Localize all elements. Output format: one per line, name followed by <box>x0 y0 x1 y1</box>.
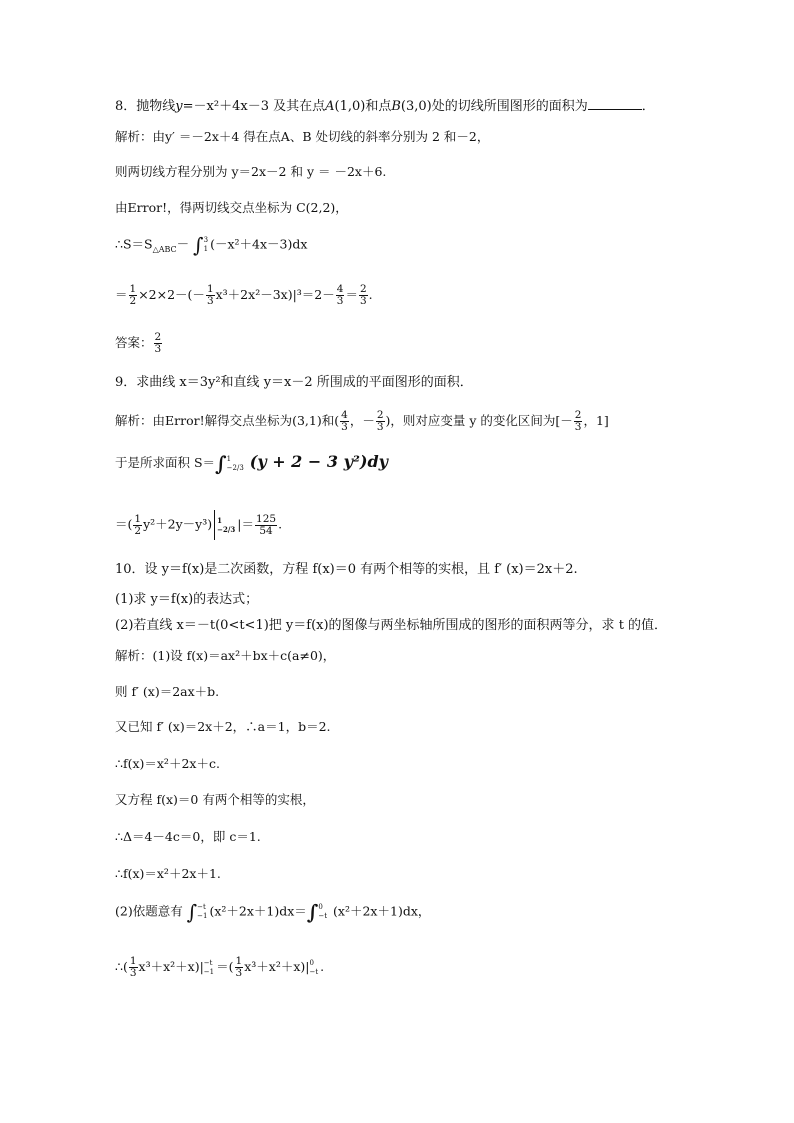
text: ×2×2－(－ <box>138 287 205 302</box>
p8-solution-line-1: 解析：由y′ ＝－2x＋4 得在点A、B 处切线的斜率分别为 2 和－2， <box>115 129 490 144</box>
numerator: 2 <box>154 331 162 343</box>
text: ＝( <box>216 959 234 974</box>
fraction <box>359 284 368 307</box>
fraction <box>255 514 277 537</box>
upper-limit: 0 <box>318 903 323 911</box>
evaluation-limits <box>309 959 318 977</box>
text: . <box>278 516 283 532</box>
denominator: 54 <box>259 524 273 537</box>
answer-blank <box>588 97 642 110</box>
text: ∴S＝S <box>115 236 153 252</box>
evaluation-limits <box>204 959 214 977</box>
text: x³＋x²＋x)| <box>244 959 310 974</box>
text: (－x²＋4x－3)dx <box>210 236 308 252</box>
p10-solution-8 <box>115 900 431 924</box>
p9-solution-line-2 <box>115 451 388 476</box>
denominator: 3 <box>359 295 367 307</box>
fraction <box>574 410 583 433</box>
fraction <box>206 284 215 307</box>
q-text: (1,0)和点 <box>334 99 392 114</box>
text: ＝ <box>345 287 358 302</box>
numerator: 1 <box>206 283 214 295</box>
integrand: (y + 2 − 3 y²)dy <box>249 452 388 471</box>
text: . <box>320 959 325 974</box>
numerator: 2 <box>376 409 384 421</box>
text: 解析：由Error!解得交点坐标为(3,1)和( <box>115 413 340 428</box>
p10-solution-6: ∴Δ＝4－4c＝0，即 c＝1. <box>115 829 261 844</box>
p8-solution-line-3: 由Error!，得两切线交点坐标为 C(2,2)， <box>115 200 348 215</box>
integral-limits <box>318 903 327 921</box>
p10-solution-9 <box>115 956 324 979</box>
fraction <box>376 410 385 433</box>
text: (2)依题意有 <box>115 903 183 919</box>
integral-sign: ∫ <box>193 233 204 257</box>
integral-sign: ∫ <box>306 900 319 924</box>
denominator: 3 <box>154 343 162 355</box>
p9-solution-line-1 <box>115 410 609 433</box>
text: ，1] <box>583 413 609 428</box>
numerator: 4 <box>336 283 344 295</box>
p8-answer <box>115 332 163 355</box>
denominator: 2 <box>129 295 137 307</box>
lower-limit: −2/3 <box>226 463 244 472</box>
p10-solution-4: ∴f(x)＝x²＋2x＋c. <box>115 756 220 771</box>
p10-solution-2: 则 f′ (x)＝2ax＋b. <box>115 684 220 699</box>
integral-limits <box>197 903 207 921</box>
upper-limit: 0 <box>309 958 314 967</box>
q-text: B <box>391 99 401 114</box>
p10-solution-1: 解析：(1)设 f(x)＝ax²＋bx＋c(a≠0)， <box>115 648 336 663</box>
denominator: 3 <box>206 295 214 307</box>
text: ＝ <box>115 287 128 302</box>
q-text: ． <box>641 99 655 114</box>
text: － <box>176 236 190 252</box>
fraction <box>129 956 138 979</box>
problem-10-question-3: (2)若直线 x＝－t(0<t<1)把 y＝f(x)的图像与两坐标轴所围成的图形的面积两等分，求 t 的值． <box>115 618 668 633</box>
integral-sign: ∫ <box>215 451 227 476</box>
fraction <box>336 284 345 307</box>
p9-solution-line-3 <box>115 510 282 540</box>
integral-sign: ∫ <box>186 900 198 924</box>
p8-solution-line-4 <box>115 233 308 258</box>
evaluation-limits <box>217 516 235 534</box>
numerator: 2 <box>359 283 367 295</box>
evaluation-bar <box>214 510 215 540</box>
text: (x²＋2x＋1)dx， <box>333 903 431 919</box>
problem-9-question: 9．求曲线 x＝3y²和直线 y＝x－2 所围成的平面图形的面积． <box>115 375 473 390</box>
lower-limit: −1 <box>197 912 208 920</box>
q-number: 8． <box>115 99 137 114</box>
denominator: 3 <box>341 421 348 433</box>
lower-limit: −1 <box>203 967 215 976</box>
fraction <box>154 332 163 355</box>
lower-limit: −2/3 <box>217 525 236 534</box>
integral-limits <box>204 236 208 254</box>
p10-solution-5: 又方程 f(x)＝0 有两个相等的实根， <box>115 792 315 807</box>
q-text: =－x²＋4x－3 及其在点 <box>182 99 326 114</box>
denominator: 3 <box>574 421 582 433</box>
problem-10-question-2: (1)求 y＝f(x)的表达式； <box>115 592 259 607</box>
answer-label: 答案： <box>115 335 153 350</box>
integral-limits <box>227 455 244 473</box>
denominator: 3 <box>336 295 344 307</box>
text: ∴( <box>115 959 128 974</box>
q-text: y <box>175 99 183 114</box>
text: ，－ <box>349 413 375 428</box>
upper-limit: 1 <box>217 516 222 525</box>
numerator: 1 <box>235 955 243 967</box>
q-text: 抛物线 <box>136 99 176 114</box>
text: x³＋x²＋x)| <box>138 959 204 974</box>
numerator: 2 <box>574 409 582 421</box>
numerator: 1 <box>129 955 137 967</box>
denominator: 3 <box>376 421 384 433</box>
numerator: 1 <box>129 283 137 295</box>
upper-limit: 3 <box>203 236 209 244</box>
problem-8-question <box>115 97 655 115</box>
fraction <box>133 514 142 537</box>
lower-limit: −t <box>309 967 319 976</box>
p8-solution-line-2: 则两切线方程分别为 y＝2x－2 和 y ＝ －2x＋6. <box>115 164 387 179</box>
numerator: 125 <box>256 512 277 525</box>
p10-solution-7: ∴f(x)＝x²＋2x＋1. <box>115 866 221 881</box>
text: (x²＋2x＋1)dx＝ <box>209 903 307 919</box>
upper-limit: −t <box>203 958 213 967</box>
upper-limit: 1 <box>226 454 232 463</box>
text: |＝ <box>237 516 255 532</box>
fraction <box>235 956 244 979</box>
fraction <box>129 284 138 307</box>
q-text: A <box>325 99 335 114</box>
problem-10-question-1: 10．设 y＝f(x)是二次函数，方程 f(x)＝0 有两个相等的实根，且 f′ (x)＝2x＋2. <box>115 562 578 577</box>
subscript: △ABC <box>152 245 177 254</box>
denominator: 2 <box>134 524 142 537</box>
numerator: 4 <box>341 409 348 421</box>
numerator: 1 <box>134 512 142 525</box>
denominator: 3 <box>129 967 137 979</box>
fraction <box>340 410 349 433</box>
p8-solution-line-5 <box>115 284 373 307</box>
denominator: 3 <box>235 967 243 979</box>
text: )，则对应变量 y 的变化区间为[－ <box>385 413 573 428</box>
upper-limit: −t <box>197 903 206 911</box>
text: x³＋2x²－3x)|³＝2－ <box>215 287 335 302</box>
lower-limit: 1 <box>203 245 209 253</box>
q-text: (3,0)处的切线所围图形的面积为 <box>400 99 588 114</box>
lower-limit: −t <box>318 912 328 920</box>
text: 于是所求面积 S＝ <box>115 455 216 470</box>
text: y²＋2y－y³) <box>143 516 213 532</box>
p10-solution-3: 又已知 f′ (x)＝2x＋2，∴a＝1，b＝2. <box>115 719 331 734</box>
text: ＝( <box>115 516 133 532</box>
text: . <box>368 287 373 302</box>
